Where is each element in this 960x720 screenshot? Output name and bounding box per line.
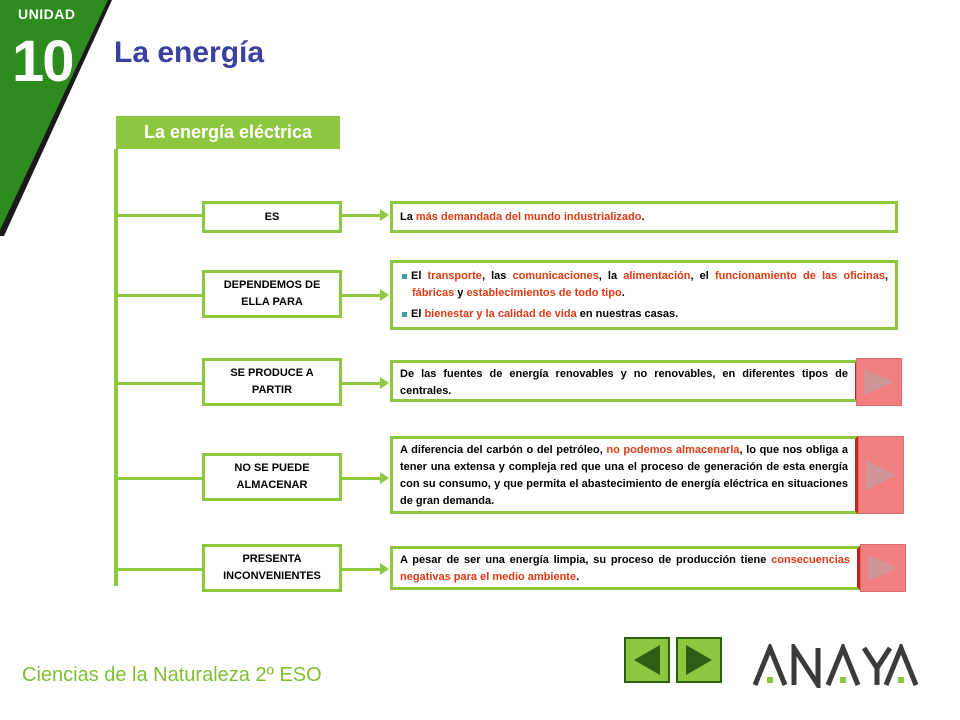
content-highlight: no podemos almacenarla — [606, 444, 740, 456]
connector-line — [342, 568, 380, 571]
content-text: en nuestras casas. — [576, 308, 679, 320]
row-content-es — [390, 201, 898, 233]
content-highlight: funcionamiento de las oficinas — [714, 270, 885, 282]
row-content-presenta — [390, 546, 860, 590]
page-title: La energía — [114, 36, 265, 69]
content-text: , lo que nos obliga a tener una extensa y compleja red que una el proceso de generación de esta energía con su consumo, y que permita el abastecimiento de energía eléctrica en situaciones de gran demanda. — [400, 444, 849, 507]
anaya-logo — [752, 644, 918, 688]
content-highlight: consecuencias negativas para el medio ambiente — [400, 554, 850, 583]
section-title: La energía eléctrica — [116, 116, 340, 149]
branch-line — [114, 477, 202, 480]
content-highlight: fábricas — [412, 287, 455, 299]
content-text: El — [411, 270, 428, 282]
next-button[interactable] — [676, 637, 722, 683]
unit-label: UNIDAD — [18, 6, 76, 22]
bullet-icon — [402, 312, 407, 317]
content-text: . — [621, 287, 625, 299]
branch-line — [114, 568, 202, 571]
content-text: El — [411, 308, 425, 320]
connector-line — [342, 214, 380, 217]
row-label-dependemos: DEPENDEMOS DE ELLA PARA — [202, 270, 342, 318]
bullet-item — [400, 268, 888, 302]
branch-line — [114, 214, 202, 217]
row-label-no-se-puede: NO SE PUEDE ALMACENAR — [202, 453, 342, 501]
play-button[interactable] — [856, 358, 902, 406]
content-highlight: bienestar y la calidad de vida — [424, 308, 577, 320]
play-icon — [862, 367, 896, 397]
bullet-item — [400, 306, 888, 323]
arrow-icon — [380, 377, 389, 389]
content-highlight: comunicaciones — [512, 270, 599, 282]
play-button[interactable] — [860, 544, 906, 592]
content-highlight: alimentación — [623, 270, 691, 282]
content-highlight: más demandada del mundo industrializado — [415, 211, 642, 223]
play-icon — [864, 458, 898, 492]
arrow-icon — [380, 472, 389, 484]
play-button[interactable] — [858, 436, 904, 514]
row-label-es: ES — [202, 201, 342, 233]
content-text: . — [641, 211, 645, 223]
content-text: La — [400, 211, 416, 223]
content-text: , la — [598, 270, 624, 282]
content-text: y — [454, 287, 467, 299]
unit-number: 10 — [12, 29, 73, 94]
content-text: A diferencia del carbón o del petróleo, — [400, 444, 607, 456]
course-name: Ciencias de la Naturaleza 2º ESO — [22, 664, 322, 686]
branch-line — [114, 382, 202, 385]
arrow-icon — [380, 563, 389, 575]
content-highlight: transporte — [427, 270, 482, 282]
arrow-icon — [380, 209, 389, 221]
row-content-dependemos — [390, 260, 898, 330]
row-label-se-produce: SE PRODUCE A PARTIR — [202, 358, 342, 406]
previous-button[interactable] — [624, 637, 670, 683]
previous-icon — [630, 643, 664, 677]
connector-line — [342, 382, 380, 385]
branch-line — [114, 294, 202, 297]
content-text: , las — [481, 270, 513, 282]
connector-line — [342, 477, 380, 480]
content-highlight: establecimientos de todo tipo — [466, 287, 622, 299]
row-label-presenta: PRESENTA INCONVENIENTES — [202, 544, 342, 592]
content-text: . — [576, 571, 580, 583]
content-text: A pesar de ser una energía limpia, su proceso de producción tiene — [400, 554, 772, 566]
content-text: , el — [690, 270, 715, 282]
row-content-se-produce — [390, 360, 858, 402]
bullet-icon — [402, 274, 407, 279]
content-text: , — [884, 270, 888, 282]
row-content-no-se-puede — [390, 436, 858, 514]
next-icon — [682, 643, 716, 677]
arrow-icon — [380, 289, 389, 301]
connector-line — [342, 294, 380, 297]
content-text: De las fuentes de energía renovables y no renovables, en diferentes tipos de centrales. — [400, 368, 848, 397]
play-icon — [866, 553, 900, 583]
